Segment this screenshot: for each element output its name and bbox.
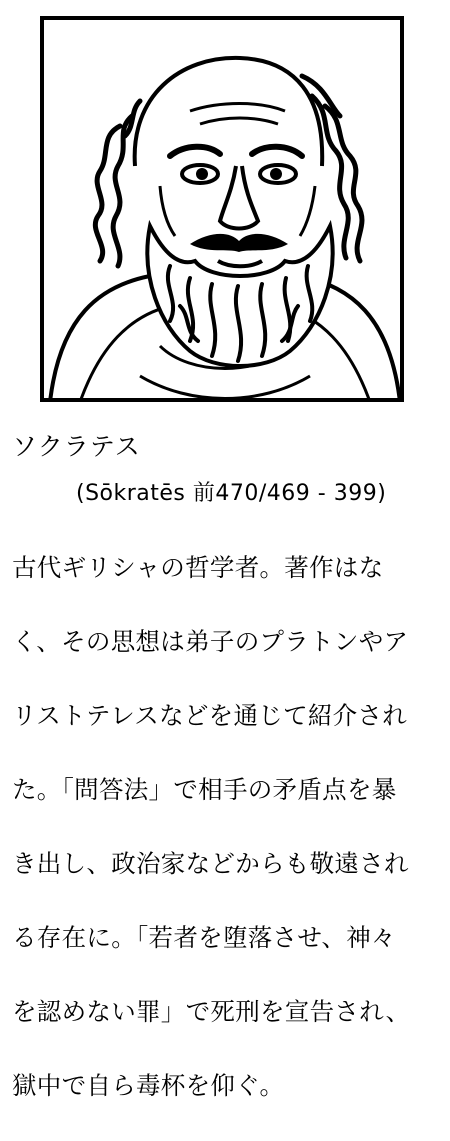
biography-line: く、その思想は弟子のプラトンやア: [12, 627, 409, 656]
biography-text: [12, 512, 442, 1141]
person-name: ソクラテス: [12, 432, 141, 461]
biography-line: る存在に。「若者を堕落させ、神々: [12, 923, 396, 952]
socrates-portrait-icon: [40, 16, 404, 402]
biography-line: 獄中で自ら毒杯を仰ぐ。: [12, 1071, 285, 1100]
biography-line: 古代ギリシャの哲学者。著作はな: [12, 553, 384, 582]
biography-line: を認めない罪」で死刑を宣告され、: [12, 997, 411, 1026]
biography-line: リストテレスなどを通じて紹介され: [12, 701, 408, 730]
portrait-frame: [40, 16, 404, 402]
biography-line: き出し、政治家などからも敬遠され: [12, 849, 409, 878]
romanized-name-dates: (Sōkratēs 前470/469 - 399): [76, 481, 387, 506]
biography-line: た。「問答法」で相手の矛盾点を暴: [12, 775, 397, 804]
